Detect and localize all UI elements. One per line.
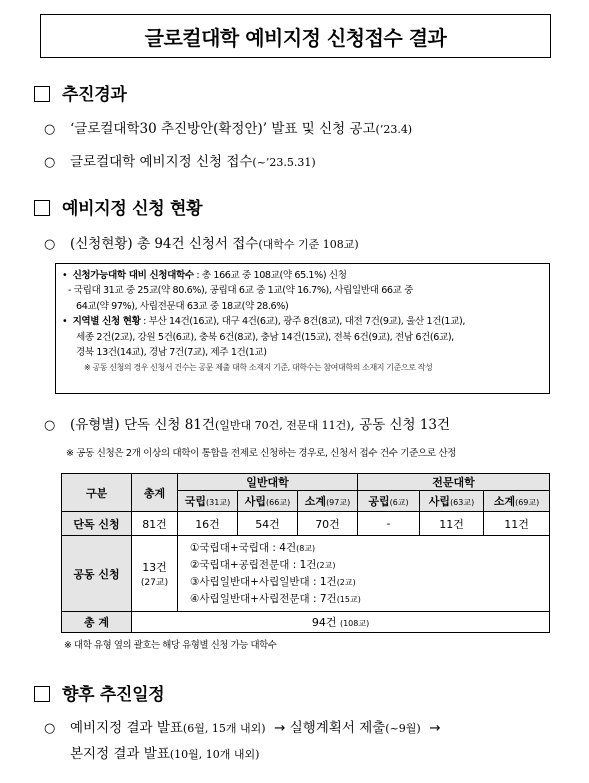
circle-bullet-icon: ○ xyxy=(44,122,56,137)
table-cell: 94건 (108교) xyxy=(132,612,550,633)
table-note: ※ 대학 유형 옆의 괄호는 해당 유형별 신청 가능 대학수 xyxy=(64,640,277,651)
schedule-line-1: ○ 예비지정 결과 발표(6월, 15개 내외) → 실행계획서 제출(~9월) → xyxy=(44,720,441,736)
subheader-private: 사립(66교) xyxy=(238,491,298,512)
circle-bullet-icon: ○ xyxy=(44,237,56,252)
checkbox-square-icon xyxy=(34,86,50,102)
checkbox-square-icon xyxy=(34,686,50,702)
subheader-national: 국립(31교) xyxy=(178,491,238,512)
row-label-grand-total: 총 계 xyxy=(62,612,132,633)
checkbox-square-icon xyxy=(34,200,50,216)
arrow-right-icon: → xyxy=(425,720,441,736)
list-item: ③사립일반대+사립일반대 : 1건(2교) xyxy=(190,575,356,588)
progress-item-2: ○ 글로컬대학 예비지정 신청 접수(~’23.5.31) xyxy=(44,154,316,170)
table-cell: - xyxy=(358,512,420,536)
box-line-6: 경북 13건(14교), 경남 7건(7교), 제주 1건(1교) xyxy=(76,347,267,359)
subheader-private-college: 사립(63교) xyxy=(420,491,484,512)
box-line-4: • 지역별 신청 현황 : 부산 14건(16교), 대구 4건(6교), 광주 8건(8교), 대전 7건(9교), 울산 1건(1교), xyxy=(62,316,465,328)
application-table xyxy=(61,473,550,633)
circle-bullet-icon: ○ xyxy=(44,155,56,170)
header-total: 총계 xyxy=(132,474,178,512)
type-summary: ○ (유형별) 단독 신청 81건(일반대 70건, 전문대 11건), 공동 신청 13건 xyxy=(44,417,451,433)
list-item: ①국립대+국립대 : 4건(8교) xyxy=(190,541,316,554)
type-note: ※ 공동 신청은 2개 이상의 대학이 통합을 전제로 신청하는 경우로, 신청서 접수 건수 기준으로 산정 xyxy=(66,448,457,459)
box-note: ※ 공동 신청의 경우 신청서 건수는 공문 제출 대학 소재지 기준, 대학수는 참여대학의 소재지 기준으로 작성 xyxy=(84,363,433,373)
status-summary: ○ (신청현황) 총 94건 신청서 접수(대학수 기준 108교) xyxy=(44,236,359,252)
header-college: 전문대학 xyxy=(358,474,550,491)
table-cell: 13건 (27교) xyxy=(132,536,178,612)
schedule-line-2: 본지정 결과 발표(10월, 10개 내외) xyxy=(70,746,260,762)
circle-bullet-icon: ○ xyxy=(44,721,56,736)
section-heading-status: 예비지정 신청 현황 xyxy=(34,194,202,219)
row-label-single: 단독 신청 xyxy=(62,512,132,536)
header-general: 일반대학 xyxy=(178,474,358,491)
box-line-2: - 국립대 31교 중 25교(약 80.6%), 공립대 6교 중 1교(약 16.7%), 사립일반대 66교 중 xyxy=(68,285,413,297)
table-row-joint xyxy=(62,536,550,612)
table-row-single xyxy=(62,512,550,536)
table-cell: 81건 xyxy=(132,512,178,536)
joint-list xyxy=(178,536,550,612)
box-line-5: 세종 2건(2교), 강원 5건(6교), 충북 6건(8교), 충남 14건(15교), 전북 6건(9교), 전남 6건(6교), xyxy=(76,331,454,343)
status-detail-box xyxy=(55,263,550,394)
table-cell: 54건 xyxy=(238,512,298,536)
list-item: ②국립대+공립전문대 : 1건(2교) xyxy=(190,558,336,571)
box-line-1: • 신청가능대학 대비 신청대학수 : 총 166교 중 108교(약 65.1%) 신청 xyxy=(62,270,347,281)
section-heading-schedule: 향후 추진일정 xyxy=(34,680,164,705)
progress-item-1: ○ ‘글로컬대학30 추진방안(확정안)’ 발표 및 신청 공고(’23.4) xyxy=(44,121,413,137)
circle-bullet-icon: ○ xyxy=(44,418,56,433)
section-heading-progress: 추진경과 xyxy=(34,80,127,105)
subheader-public: 공립(6교) xyxy=(358,491,420,512)
header-type: 구분 xyxy=(62,474,132,512)
arrow-right-icon: → xyxy=(269,720,290,736)
box-line-3: 64교(약 97%), 사립전문대 63교 중 18교(약 28.6%) xyxy=(76,300,289,312)
row-label-joint: 공동 신청 xyxy=(62,536,132,612)
list-item: ④사립일반대+사립전문대 : 7건(15교) xyxy=(190,592,361,605)
table-cell: 70건 xyxy=(298,512,358,536)
table-cell: 16건 xyxy=(178,512,238,536)
page-title: 글로컬대학 예비지정 신청접수 결과 xyxy=(40,14,551,58)
table-cell: 11건 xyxy=(420,512,484,536)
subheader-subtotal: 소계(97교) xyxy=(298,491,358,512)
table-cell: 11건 xyxy=(484,512,550,536)
subheader-subtotal-college: 소계(69교) xyxy=(484,491,550,512)
table-row-grand-total xyxy=(62,612,550,633)
